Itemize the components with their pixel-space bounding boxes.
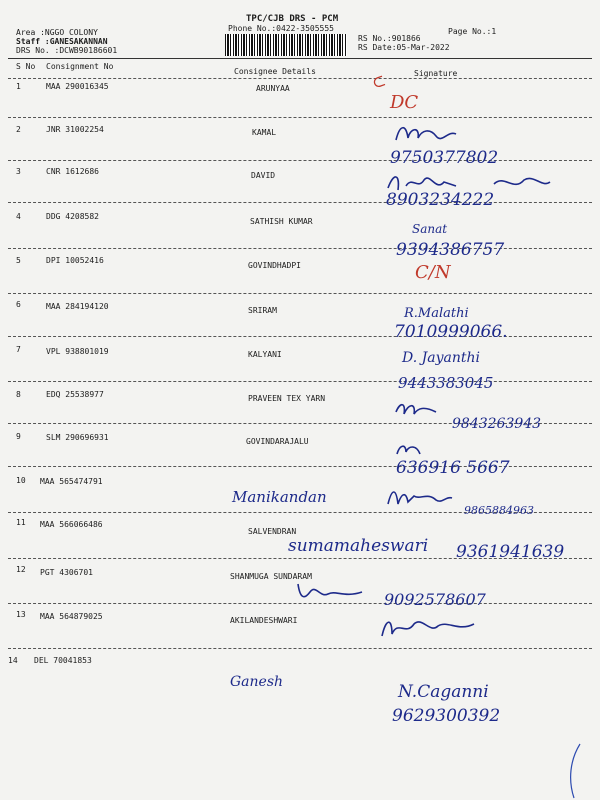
tick-mark: ⊂ [369,70,389,93]
handwritten-phone: 7010999066. [394,322,508,342]
area-label: Area :NGGO COLONY [16,28,98,37]
handwritten-phone: 9865884963 [464,504,534,517]
rs-number: RS No.:901866 [358,34,421,43]
row-consignee: AKILANDESHWARI [230,616,298,625]
row-sno: 9 [16,432,21,441]
handwritten-name: R.Malathi [404,306,469,321]
margin-scribble [560,740,590,800]
handwritten-name: N.Caganni [398,682,489,702]
row-sno: 5 [16,256,21,265]
row-consignment: VPL 938801019 [46,347,109,356]
row-sno: 11 [16,518,26,527]
row-consignee: SATHISH KUMAR [250,217,313,226]
row-consignment: MAA 290016345 [46,82,109,91]
row-sno: 7 [16,345,21,354]
row-sno: 2 [16,125,21,134]
signature-scribble [392,120,462,148]
handwritten-name: Sanat [412,222,448,236]
row-consignee: PRAVEEN TEX YARN [248,394,326,403]
staff-label: Staff :GANESAKANNAN [16,37,108,46]
handwritten-name: D. Jayanthi [402,350,480,366]
row-consignee: SRIRAM [248,306,277,315]
report-title: TPC/CJB DRS - PCM [246,14,339,24]
handwritten-stamp: C/N [415,262,451,283]
row-sno: 14 [8,656,18,665]
handwritten-phone: 8903234222 [386,190,495,210]
drs-number: DRS No. :DCWB90186601 [16,46,118,55]
handwritten-phone: 9843263943 [452,416,542,432]
row-consignee: KALYANI [248,350,282,359]
row-sno: 13 [16,610,26,619]
row-consignment: DDG 4208582 [46,212,99,221]
row-consignee: SALVENDRAN [248,527,297,536]
handwritten-phone: 636916 5667 [396,458,510,478]
handwritten-name: Manikandan [232,488,327,506]
row-sno: 10 [16,476,26,485]
handwritten-phone: 9092578607 [384,590,486,609]
row-sno: 6 [16,300,21,309]
row-consignment: DEL 70041853 [34,656,92,665]
signature-scribble [294,578,366,606]
handwritten-phone: 9443383045 [398,374,494,392]
signature-scribble [378,614,478,644]
signature-scribble [384,486,454,510]
col-consignment: Consignment No [46,62,114,71]
row-separator [8,381,592,382]
row-consignment: MAA 565474791 [40,477,103,486]
row-consignment: MAA 566066486 [40,520,103,529]
row-consignment: JNR 31002254 [46,125,104,134]
row-consignee: DAVID [251,171,276,180]
row-consignment: CNR 1612686 [46,167,99,176]
signature-scribble [394,440,424,460]
row-consignment: MAA 564879025 [40,612,103,621]
phone-number: Phone No.:0422-3505555 [228,24,334,33]
handwritten-name: Ganesh [230,674,284,690]
barcode [225,34,347,56]
row-consignee: SHANMUGA SUNDARAM [230,572,312,581]
col-consignee: Consignee Details [234,67,316,76]
handwritten-phone: 9750377802 [390,148,499,168]
row-consignee: GOVINDARAJALU [246,437,309,446]
row-sno: 8 [16,390,21,399]
header-rule [8,58,592,59]
row-consignment: SLM 290696931 [46,433,109,442]
col-signature: Signature [414,69,458,78]
handwritten-phone: 9361941639 [456,542,565,562]
handwritten-stamp: DC [390,92,419,113]
col-sno: S No [16,62,36,71]
row-sno: 3 [16,167,21,176]
row-separator [8,160,592,161]
row-consignment: PGT 4306701 [40,568,93,577]
row-separator [8,293,592,294]
row-separator [8,248,592,249]
row-separator [8,202,592,203]
row-sno: 1 [16,82,21,91]
rs-date: RS Date:05-Mar-2022 [358,43,450,52]
handwritten-name: sumamaheswari [288,536,429,556]
row-consignee: KAMAL [252,128,277,137]
row-consignee: ARUNYAA [256,84,290,93]
handwritten-phone: 9394386757 [396,240,505,260]
row-consignee: GOVINDHADPI [248,261,301,270]
row-consignment: EDQ 25538977 [46,390,104,399]
row-separator [8,117,592,118]
page-number: Page No.:1 [448,27,497,36]
header-separator [8,78,592,79]
row-sno: 4 [16,212,21,221]
row-sno: 12 [16,565,26,574]
signature-scribble [392,400,442,420]
row-separator [8,648,592,649]
row-consignment: DPI 10052416 [46,256,104,265]
row-consignment: MAA 284194120 [46,302,109,311]
handwritten-phone: 9629300392 [392,706,501,726]
